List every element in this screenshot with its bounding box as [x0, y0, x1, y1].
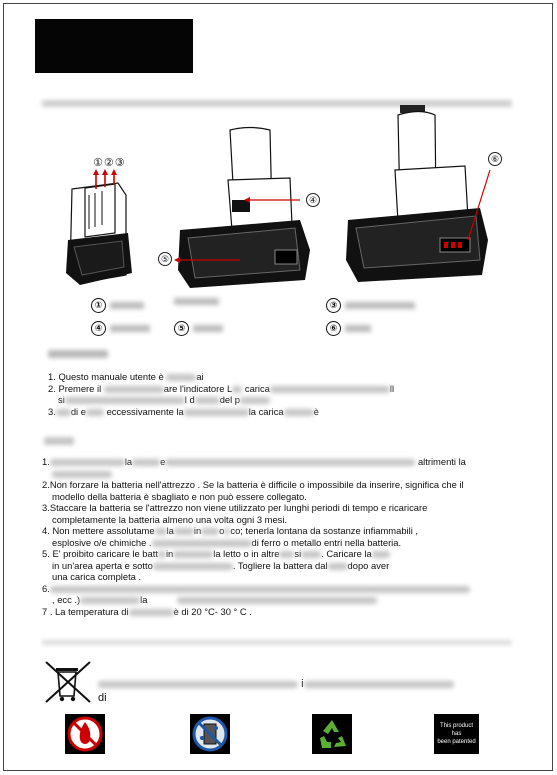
note-4b: esplosive o/e chimiche . di ferro o metallo entri nella batteria. — [52, 536, 402, 548]
callout-5: ⑤ — [158, 252, 172, 266]
disposal-line-2: di — [98, 692, 107, 704]
note-1: 1. la e altrimenti la — [42, 456, 466, 467]
battery-figure-3 — [340, 100, 500, 285]
notes-top — [48, 371, 518, 417]
no-fire-icon — [65, 714, 105, 754]
legend-4-label — [110, 325, 150, 332]
legend-6-num: ⑥ — [326, 321, 341, 336]
legend-6 — [326, 321, 371, 336]
battery-figure-1 — [60, 155, 140, 290]
legend-5-label — [193, 325, 223, 332]
callout-6: ⑥ — [488, 152, 502, 166]
legend-3-label — [345, 302, 415, 309]
no-water-icon — [190, 714, 230, 754]
note-6: 6. — [42, 583, 522, 595]
legend-2 — [174, 298, 219, 305]
note-5: 5. E' proibito caricare le batt in la letto o in altre si . Caricare la — [42, 548, 522, 560]
note-5b: in un'area aperta e sotto . Togliere la battera dal dopo aver — [52, 559, 390, 571]
note-top-3: 3. di e eccessivamente la la carica è — [48, 405, 319, 417]
disposal-line-1: i — [98, 677, 454, 691]
recycle-icon — [312, 714, 352, 754]
note-3: 3.Staccare la batteria se l'attrezzo non viene utilizzato per lunghi periodi di tempo e ricaricare — [42, 502, 428, 513]
header-logo-block — [35, 19, 193, 73]
note-3b: completamente la batteria almeno una volta ogni 3 mesi. — [52, 513, 288, 525]
blurred-section-heading-2 — [44, 437, 74, 445]
legend-1-label — [110, 302, 144, 309]
callout-3: ③ — [114, 157, 126, 169]
note-top-2b: si l d del p — [48, 394, 518, 406]
legend-3 — [326, 298, 415, 313]
patent-line-1: This product — [439, 723, 473, 729]
legend-2-label — [174, 298, 219, 305]
legend-5 — [174, 321, 223, 336]
legend-5-num: ⑤ — [174, 321, 189, 336]
legend-1 — [91, 298, 144, 313]
callout-2: ② — [103, 157, 115, 169]
note-top-1: 1. Questo manuale utente è ai — [48, 371, 204, 382]
patent-line-2: has — [451, 731, 462, 737]
callouts-top — [93, 156, 126, 169]
legend-6-label — [345, 325, 371, 332]
blurred-section-heading-1 — [48, 350, 108, 358]
legend-1-num: ① — [91, 298, 106, 313]
note-2b: modello della batteria è sbagliato e non può essere collegato. — [52, 490, 307, 502]
legend-4 — [91, 321, 150, 336]
crossed-bin-icon — [42, 660, 94, 704]
note-top-2: 2. Premere il are l'indicatore L carica ll — [48, 382, 395, 394]
note-7: 7 . La temperatura di è di 20 °C- 30 ° C . — [42, 605, 252, 617]
battery-figure-2 — [150, 120, 320, 295]
blurred-line — [42, 640, 512, 645]
notes-main — [42, 456, 522, 617]
note-4: 4. Non mettere assolutame la in o co; tenerla lontana da sostanze infiammabili , — [42, 525, 418, 536]
callout-1: ① — [93, 157, 104, 169]
note-6b: , ecc .) la — [42, 594, 522, 606]
patent-badge — [434, 714, 479, 754]
note-2: 2.Non forzare la batteria nell'attrezzo . Se la batteria è difficile o impossibile da inserire, significa che il — [42, 479, 464, 490]
legend-4-num: ④ — [91, 321, 106, 336]
disposal-text — [98, 677, 454, 705]
callout-4: ④ — [306, 193, 320, 207]
patent-line-3: been patented — [437, 739, 476, 745]
legend-3-num: ③ — [326, 298, 341, 313]
note-5c: una carica completa . — [52, 571, 142, 582]
note-1b — [42, 468, 522, 480]
